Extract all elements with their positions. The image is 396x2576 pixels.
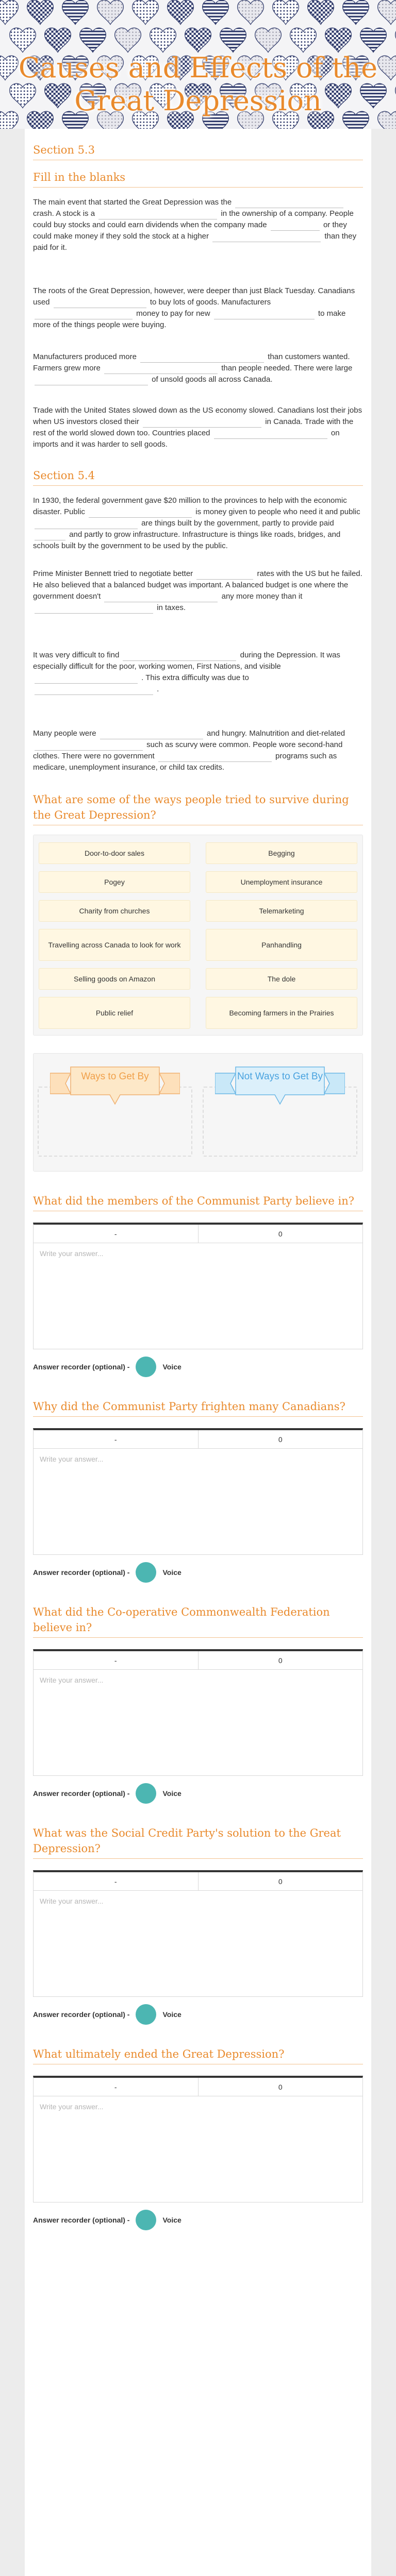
question-block bbox=[33, 1825, 363, 2025]
blank-input[interactable] bbox=[100, 730, 203, 739]
blank-input[interactable] bbox=[214, 310, 315, 319]
answer-recorder bbox=[33, 1783, 363, 1804]
question-heading: What was the Social Credit Party's solution to the Great Depression? bbox=[33, 1825, 363, 1859]
record-button-icon[interactable] bbox=[136, 1562, 156, 1583]
record-button-icon[interactable] bbox=[136, 1357, 156, 1377]
bucket-not-ways-to-get-by[interactable] bbox=[203, 1063, 357, 1156]
heart-icon bbox=[290, 28, 317, 52]
header-banner bbox=[0, 0, 396, 129]
option-chip[interactable]: Pogey bbox=[39, 871, 190, 893]
survive-heading: What are some of the ways people tried to survive during the Great Depression? bbox=[33, 792, 363, 825]
toolbar-cell-zero[interactable]: 0 bbox=[198, 1872, 363, 1890]
heart-icon bbox=[220, 28, 246, 52]
blank-input[interactable] bbox=[35, 604, 153, 614]
option-chip[interactable]: Telemarketing bbox=[206, 900, 357, 922]
paragraph-roots: The roots of the Great Depression, however, were deeper than just Black Tuesday. Canadians used to buy lots of goods. Manufacturers money to pay for new to make more of the things people were buying. bbox=[33, 286, 355, 329]
heart-icon bbox=[115, 28, 141, 52]
section-heading-5-4: Section 5.4 bbox=[33, 468, 363, 486]
heart-icon bbox=[150, 28, 176, 52]
blank-input[interactable] bbox=[104, 593, 218, 602]
question-block bbox=[33, 2046, 363, 2230]
answer-toolbar bbox=[34, 2078, 362, 2096]
option-chip[interactable]: Begging bbox=[206, 842, 357, 864]
paragraph-poverty: Many people were and hungry. Malnutrition and diet-related such as scurvy were common. People wore second-hand clothes. There were no government programs such as medicare, unemployment insurance, or child tax credits. bbox=[33, 729, 345, 772]
toolbar-cell-zero[interactable]: 0 bbox=[198, 1430, 363, 1448]
answer-textarea[interactable]: Write your answer... bbox=[34, 1670, 362, 1775]
heart-icon bbox=[97, 0, 124, 24]
option-chip[interactable]: Unemployment insurance bbox=[206, 871, 357, 893]
record-button-icon[interactable] bbox=[136, 2210, 156, 2230]
blank-input[interactable] bbox=[35, 686, 153, 695]
question-block bbox=[33, 1399, 363, 1583]
answer-toolbar bbox=[34, 1872, 362, 1891]
paragraph-relief: In 1930, the federal government gave $20 million to the provinces to help with the economic disaster. Public is money given to people who need it and public are things built by the government, partly to provide paid and partly to grow infrastructure. Infrastructure is things like roads, bridges, and schools built by the government to be used by the public. bbox=[33, 496, 360, 550]
heart-icon bbox=[185, 28, 211, 52]
paragraph-jobs: It was very difficult to find during the Depression. It was especially difficult for the poor, working women, First Nations, and visible . This extra difficulty was due to . bbox=[33, 650, 363, 695]
paragraph-stock-crash: The main event that started the Great Depression was the crash. A stock is a in the ownership of a company. People could buy stocks and could earn dividends when the company made or they could make money if they sold the stock at a higher than they paid for it. bbox=[33, 198, 357, 252]
recorder-label: Answer recorder (optional) - bbox=[33, 1363, 130, 1371]
question-heading: What did the members of the Communist Party believe in? bbox=[33, 1193, 363, 1211]
blank-input[interactable] bbox=[104, 365, 218, 374]
heart-icon bbox=[45, 28, 71, 52]
record-button-icon[interactable] bbox=[136, 1783, 156, 1804]
voice-label: Voice bbox=[162, 1789, 182, 1798]
heart-icon bbox=[360, 28, 387, 52]
toolbar-cell-zero[interactable]: 0 bbox=[198, 1225, 363, 1243]
blank-input[interactable] bbox=[35, 741, 143, 751]
toolbar-cell-zero[interactable]: 0 bbox=[198, 2078, 363, 2096]
answer-table bbox=[33, 1223, 363, 1349]
question-heading: What did the Co-operative Commonwealth Federation believe in? bbox=[33, 1604, 363, 1638]
option-chip[interactable]: Panhandling bbox=[206, 929, 357, 961]
heart-icon bbox=[80, 28, 106, 52]
heart-icon bbox=[168, 0, 194, 24]
option-chip[interactable]: Selling goods on Amazon bbox=[39, 968, 190, 990]
answer-toolbar bbox=[34, 1651, 362, 1670]
sorting-buckets bbox=[33, 1053, 363, 1172]
blank-input[interactable] bbox=[35, 531, 65, 540]
bucket-label: Not Ways to Get By bbox=[237, 1071, 323, 1082]
ribbon-icon bbox=[50, 1063, 180, 1107]
option-chip[interactable]: Door-to-door sales bbox=[39, 842, 190, 864]
record-button-icon[interactable] bbox=[136, 2004, 156, 2025]
answer-table bbox=[33, 1649, 363, 1776]
heart-icon bbox=[62, 0, 89, 24]
heart-icon bbox=[378, 0, 396, 24]
blank-input[interactable] bbox=[98, 210, 217, 219]
toolbar-cell-minus[interactable]: - bbox=[114, 1229, 117, 1238]
heart-icon bbox=[273, 0, 299, 24]
recorder-label: Answer recorder (optional) - bbox=[33, 2010, 130, 2019]
heart-icon bbox=[27, 0, 54, 24]
blank-input[interactable] bbox=[89, 509, 192, 518]
question-heading: What ultimately ended the Great Depression? bbox=[33, 2046, 363, 2064]
paragraph-overproduction: Manufacturers produced more than customers wanted. Farmers grew more than people needed. There were large of unsold goods all across Canada. bbox=[33, 351, 363, 385]
answer-recorder bbox=[33, 2210, 363, 2230]
paragraph-trade: Trade with the United States slowed down as the US economy slowed. Canadians lost their jobs when US investors closed their in Canada. Trade with the rest of the world slowed down too. Countries placed on imports and it was harder to sell goods. bbox=[33, 406, 362, 449]
page-title: Causes and Effects of the Great Depression bbox=[18, 52, 378, 117]
answer-textarea[interactable]: Write your answer... bbox=[34, 1449, 362, 1554]
answer-textarea[interactable]: Write your answer... bbox=[34, 2096, 362, 2202]
heart-icon bbox=[203, 0, 229, 24]
worksheet-page bbox=[25, 129, 371, 2576]
blank-input[interactable] bbox=[196, 570, 253, 580]
option-chip[interactable]: The dole bbox=[206, 968, 357, 990]
paragraph-bennett: Prime Minister Bennett tried to negotiate better rates with the US but he failed. He also believed that a balanced budget was important. A balanced budget is one where the government doesn't any more money than it in taxes. bbox=[33, 568, 363, 614]
blank-input[interactable] bbox=[35, 520, 138, 529]
toolbar-cell-minus[interactable]: - bbox=[114, 2082, 117, 2091]
blank-input[interactable] bbox=[123, 652, 236, 661]
blank-input[interactable] bbox=[235, 199, 343, 208]
survival-options bbox=[33, 835, 363, 1036]
option-chip[interactable]: Becoming farmers in the Prairies bbox=[206, 997, 357, 1029]
answer-toolbar bbox=[34, 1225, 362, 1243]
blank-input[interactable] bbox=[35, 310, 133, 319]
voice-label: Voice bbox=[162, 2216, 182, 2224]
answer-recorder bbox=[33, 1562, 363, 1583]
bucket-ways-to-get-by[interactable] bbox=[38, 1063, 192, 1156]
heart-icon bbox=[238, 0, 264, 24]
blank-input[interactable] bbox=[158, 753, 272, 762]
fill-in-blanks-heading: Fill in the blanks bbox=[33, 170, 363, 188]
toolbar-cell-minus[interactable]: - bbox=[114, 1435, 117, 1444]
heart-icon bbox=[308, 0, 334, 24]
answer-textarea[interactable]: Write your answer... bbox=[34, 1891, 362, 1996]
option-chip[interactable]: Travelling across Canada to look for work bbox=[39, 929, 190, 961]
heart-icon bbox=[343, 0, 369, 24]
question-heading: Why did the Communist Party frighten many Canadians? bbox=[33, 1399, 363, 1417]
answer-recorder bbox=[33, 2004, 363, 2025]
answer-recorder bbox=[33, 1357, 363, 1377]
toolbar-cell-zero[interactable]: 0 bbox=[198, 1651, 363, 1669]
recorder-label: Answer recorder (optional) - bbox=[33, 1568, 130, 1577]
recorder-label: Answer recorder (optional) - bbox=[33, 1789, 130, 1798]
answer-toolbar bbox=[34, 1430, 362, 1449]
heart-icon bbox=[0, 0, 18, 24]
blank-input[interactable] bbox=[35, 376, 148, 385]
blank-input[interactable] bbox=[35, 674, 138, 684]
heart-icon bbox=[325, 28, 352, 52]
heart-icon bbox=[133, 0, 159, 24]
blank-input[interactable] bbox=[54, 299, 146, 308]
answer-table bbox=[33, 1870, 363, 1997]
blank-input[interactable] bbox=[271, 222, 320, 231]
option-chip[interactable]: Public relief bbox=[39, 997, 190, 1029]
question-block bbox=[33, 1193, 363, 1377]
option-chip[interactable]: Charity from churches bbox=[39, 900, 190, 922]
blank-input[interactable] bbox=[143, 418, 261, 428]
voice-label: Voice bbox=[162, 1568, 182, 1577]
answer-table bbox=[33, 2076, 363, 2202]
blank-input[interactable] bbox=[214, 430, 327, 439]
heart-icon bbox=[10, 28, 36, 52]
ribbon-icon bbox=[215, 1063, 345, 1107]
answer-table bbox=[33, 1428, 363, 1555]
toolbar-cell-minus[interactable]: - bbox=[114, 1656, 117, 1665]
bucket-label: Ways to Get By bbox=[81, 1071, 149, 1082]
voice-label: Voice bbox=[162, 1363, 182, 1371]
section-heading-5-3: Section 5.3 bbox=[33, 142, 363, 160]
question-block bbox=[33, 1604, 363, 1804]
blank-input[interactable] bbox=[140, 353, 264, 363]
recorder-label: Answer recorder (optional) - bbox=[33, 2216, 130, 2224]
heart-icon bbox=[255, 28, 282, 52]
voice-label: Voice bbox=[162, 2010, 182, 2019]
blank-input[interactable] bbox=[212, 233, 321, 242]
toolbar-cell-minus[interactable]: - bbox=[114, 1877, 117, 1886]
answer-textarea[interactable]: Write your answer... bbox=[34, 1243, 362, 1349]
